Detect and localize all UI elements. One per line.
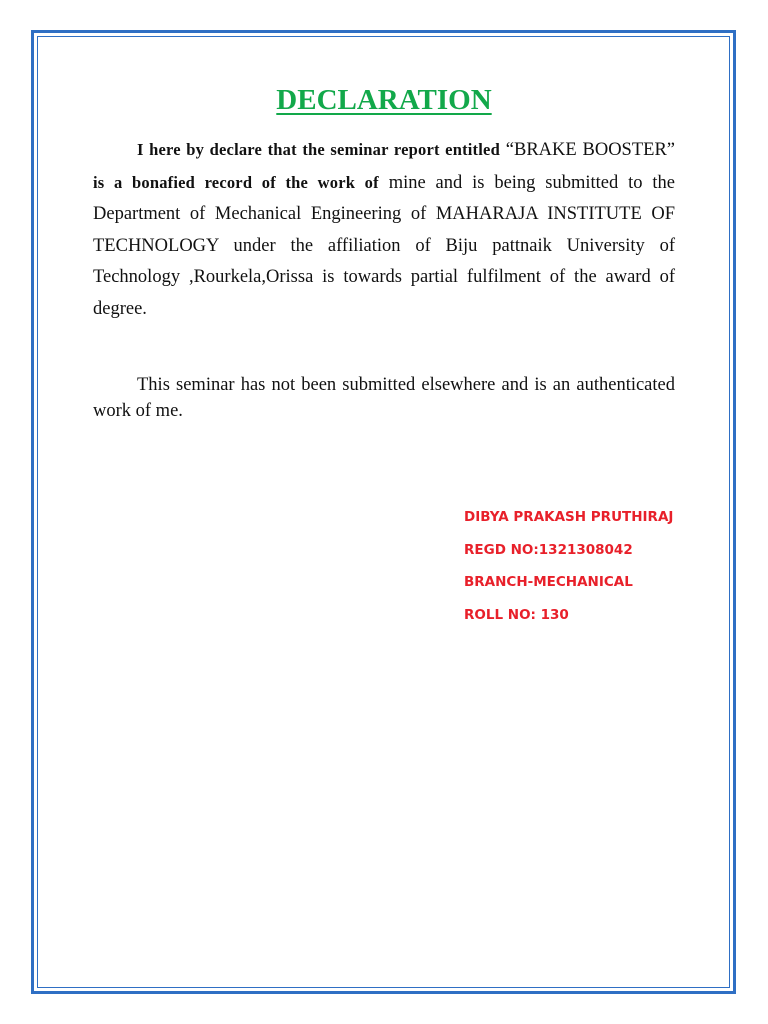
paragraph-bold-text-b: is a bonafied record of the work of	[93, 172, 379, 192]
paragraph-text-a: “BRAKE BOOSTER”	[499, 140, 676, 160]
roll-number: ROLL NO: 130	[464, 607, 569, 623]
authenticity-paragraph	[93, 372, 675, 424]
paragraph-bold-text-a: I here by declare that the seminar report entitled	[137, 140, 500, 159]
branch-label: BRANCH-MECHANICAL	[464, 574, 633, 590]
registration-number: REGD NO:1321308042	[464, 542, 633, 558]
declaration-title: DECLARATION	[276, 84, 492, 116]
student-name: DIBYA PRAKASH PRUTHIRAJ	[464, 509, 674, 525]
paragraph-text-b: mine and is being submitted to the Department of Mechanical Engineering of MAHARAJA INSTITUTE OF TECHNOLOGY under the affiliation of Biju pattnaik University of Technology ,Rourkela,Orissa is towards partial fulfilment of the award of degree.	[93, 172, 675, 319]
authenticity-text: This seminar has not been submitted elsewhere and is an authenticated work of me.	[93, 375, 675, 421]
declaration-paragraph	[93, 134, 675, 326]
